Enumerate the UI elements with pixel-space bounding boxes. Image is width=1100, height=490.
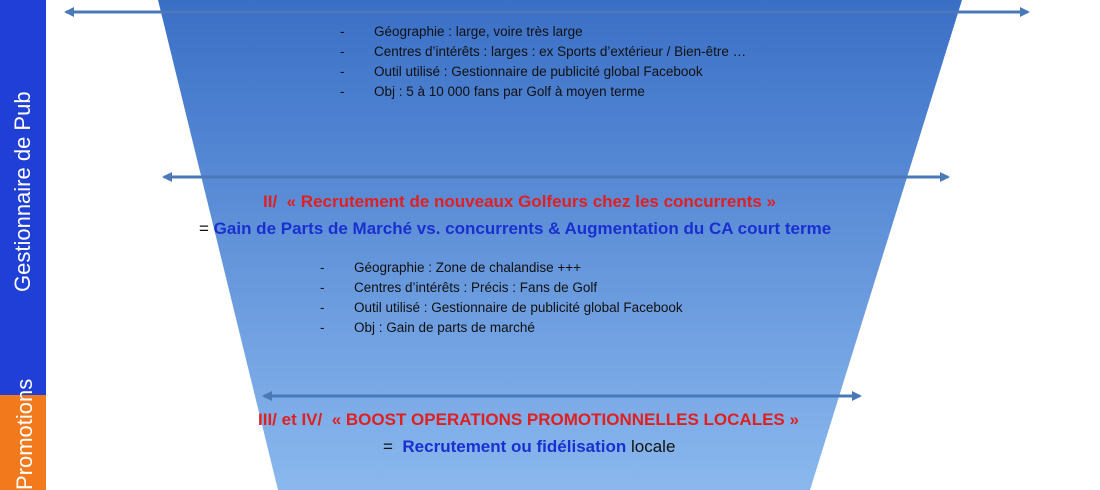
section2-subtitle: = Gain de Parts de Marché vs. concurrents & Augmentation du CA court terme xyxy=(199,219,832,238)
section2-bullet: - Géographie : Zone de chalandise +++ xyxy=(320,260,582,275)
section3-title: III/ et IV/ « BOOST OPERATIONS PROMOTIONNELLES LOCALES » xyxy=(258,410,799,429)
section3-subtitle: = Recrutement ou fidélisation locale xyxy=(383,437,676,456)
section1-bullet: - Outil utilisé : Gestionnaire de publicité global Facebook xyxy=(340,64,703,79)
section2-bullet: - Outil utilisé : Gestionnaire de publicité global Facebook xyxy=(320,300,683,315)
sidebar-blue-label: Gestionnaire de Pub xyxy=(10,91,35,292)
section1-bullet: - Géographie : large, voire très large xyxy=(340,24,583,39)
section1-bullet: - Centres d’intérêts : larges : ex Sports d’extérieur / Bien-être … xyxy=(340,44,747,59)
section2-bullet: - Centres d’intérêts : Précis : Fans de Golf xyxy=(320,280,598,295)
sidebar-orange-label: Promotions xyxy=(12,378,37,490)
section2-bullet: - Obj : Gain de parts de marché xyxy=(320,320,535,335)
section2-title: II/ « Recrutement de nouveaux Golfeurs chez les concurrents » xyxy=(263,192,777,211)
section1-bullet: - Obj : 5 à 10 000 fans par Golf à moyen terme xyxy=(340,84,645,99)
